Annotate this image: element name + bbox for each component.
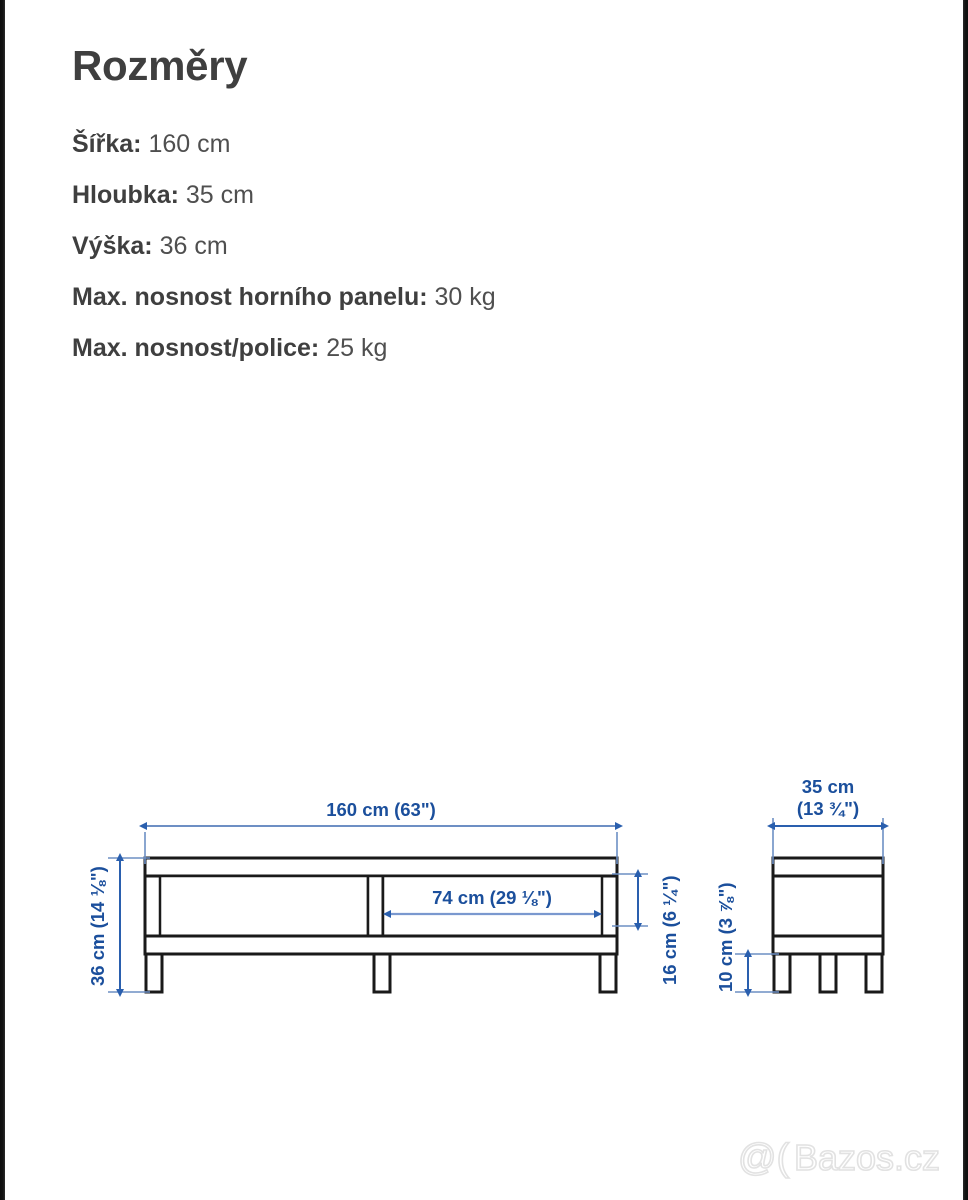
- spec-value-top-panel-load: 30 kg: [434, 283, 496, 312]
- front-elevation-body: [145, 858, 617, 992]
- specifications-block: [72, 44, 832, 387]
- watermark: [738, 1132, 948, 1184]
- dimension-side-depth: [773, 776, 883, 864]
- spec-label-shelf-load: Max. nosnost/police:: [72, 334, 320, 363]
- dimension-label-front-opening: 74 cm (29 ⅛"): [432, 887, 552, 908]
- spec-row-height: [72, 234, 832, 259]
- dimension-side-leg-height: [715, 882, 779, 992]
- spec-value-height: 36 cm: [159, 232, 228, 261]
- dimension-label-front-height: 36 cm (14 ⅛"): [87, 866, 108, 986]
- dimension-front-shelf-height: [612, 874, 680, 985]
- spec-row-width: [72, 132, 832, 157]
- side-elevation-body: [773, 858, 883, 992]
- spec-row-shelf-load: [72, 336, 832, 361]
- spec-row-top-panel-load: [72, 285, 832, 310]
- watermark-at-mark: [738, 1137, 790, 1179]
- dimension-front-height: [87, 858, 150, 992]
- page-title: Rozměry: [72, 42, 248, 89]
- dimension-label-front-width: 160 cm (63"): [326, 799, 436, 820]
- spec-label-height: Výška:: [72, 232, 153, 261]
- spec-row-depth: [72, 183, 832, 208]
- spec-value-width: 160 cm: [148, 130, 231, 159]
- dimension-label-side-leg-height: 10 cm (3 ⅞"): [715, 882, 736, 992]
- technical-drawing: [0, 740, 968, 1040]
- watermark-site-text: Bazos.cz: [794, 1137, 941, 1178]
- spec-label-width: Šířka:: [72, 130, 142, 159]
- dimension-label-side-depth-line1: 35 cm: [801, 776, 855, 797]
- watermark-mark-text: @(: [738, 1137, 790, 1179]
- dimension-label-side-depth-line2: (13 ¾"): [796, 798, 860, 819]
- dimension-front-width: [145, 799, 617, 864]
- spec-label-depth: Hloubka:: [72, 181, 179, 210]
- dimension-label-front-shelf-height: 16 cm (6 ¼"): [659, 875, 680, 985]
- spec-label-top-panel-load: Max. nosnost horního panelu:: [72, 283, 428, 312]
- spec-value-shelf-load: 25 kg: [326, 334, 388, 363]
- spec-value-depth: 35 cm: [185, 181, 254, 210]
